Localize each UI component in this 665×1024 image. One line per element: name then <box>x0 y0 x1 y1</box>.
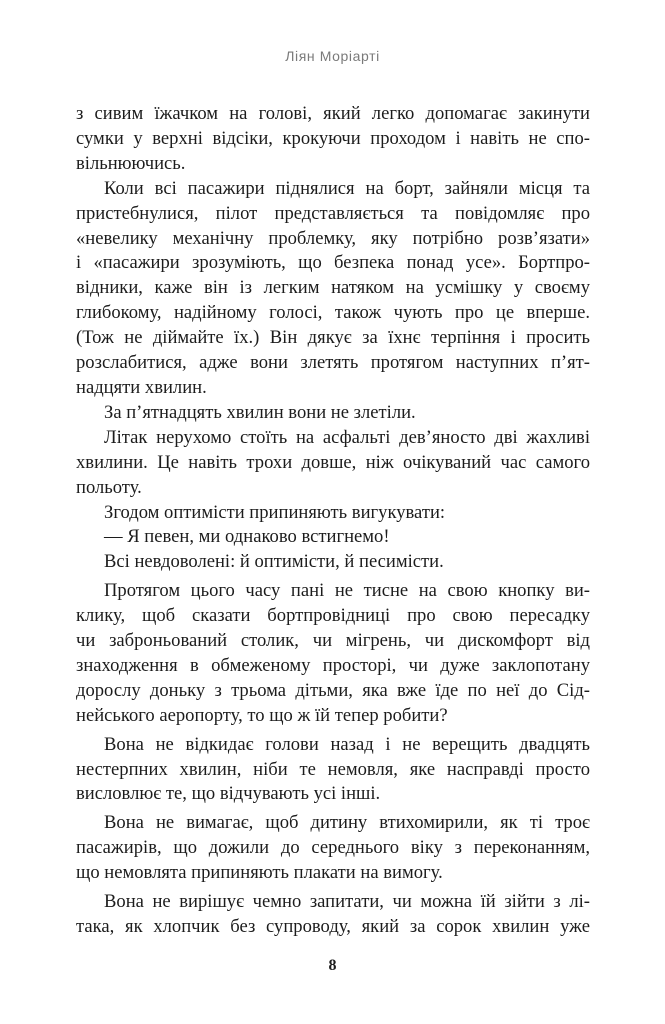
text-line: дорослу доньку з трьома дітьми, яка вже їде по неї до Сід- <box>76 679 590 701</box>
text-line: така, як хлопчик без супроводу, який за сорок хвилин уже <box>76 916 590 937</box>
paragraph <box>76 811 590 886</box>
text-line: що немовлята припиняють плакати на вимогу. <box>76 862 443 884</box>
text-line: і «пасажири зрозуміють, що безпека понад усе». Бортпро- <box>76 252 590 274</box>
text-line: — Я певен, ми однаково встигнемо! <box>104 526 390 548</box>
text-line: глибокому, надійному голосі, також чують про це вперше. <box>76 302 590 324</box>
text-line: За п’ятнадцять хвилин вони не злетіли. <box>104 401 416 423</box>
paragraph <box>76 401 590 426</box>
text-line: (Тож не діймайте їх.) Він дякує за їхнє терпіння і просить <box>76 327 590 349</box>
text-line: клику, щоб сказати бортпровідниці про свою пересадку <box>76 605 590 627</box>
text-line: сумки у верхні відсіки, крокуючи проходом і навіть не спо- <box>76 127 590 149</box>
paragraph <box>76 177 590 401</box>
page-number: 8 <box>328 957 337 974</box>
paragraph <box>76 102 590 177</box>
text-line: Всі невдоволені: й оптимісти, й песимісти. <box>104 551 444 573</box>
text-line: Згодом оптимісти припиняють вигукувати: <box>104 501 446 523</box>
text-line: хвилини. Це навіть трохи довше, ніж очікуваний час самого <box>76 451 590 473</box>
text-line: чи заброньований столик, чи мігрень, чи дискомфорт від <box>76 630 590 652</box>
body-text <box>76 102 590 940</box>
text-line: вільнюючись. <box>76 152 186 174</box>
paragraph <box>76 579 590 728</box>
paragraph <box>76 733 590 808</box>
text-line: знаходження в обмеженому просторі, чи дуже заклопотану <box>76 654 590 676</box>
text-line: надцяти хвилин. <box>76 376 207 398</box>
text-line: польоту. <box>76 476 142 498</box>
text-line: «невелику механічну проблемку, яку потрібно розв’язати» <box>76 227 590 249</box>
text-line: розслабитися, адже вони злетять протягом наступних п’ят- <box>76 352 590 374</box>
paragraph <box>76 426 590 501</box>
text-line: Коли всі пасажири піднялися на борт, зайняли місця та <box>104 177 590 199</box>
text-line: відники, каже він із легким натяком на усмішку у своєму <box>76 277 590 299</box>
text-line: Вона не вирішує чемно запитати, чи можна їй зійти з лі- <box>104 891 590 913</box>
text-line: пристебнулися, пілот представляється та повідомляє про <box>76 202 590 224</box>
text-line: нейського аеропорту, то що ж їй тепер робити? <box>76 704 448 726</box>
text-line: Вона не вимагає, щоб дитину втихомирили, як ті троє <box>104 812 590 834</box>
text-line: Літак нерухомо стоїть на асфальті дев’яносто дві жахливі <box>104 426 590 448</box>
text-line: Вона не відкидає голови назад і не верещить двадцять <box>104 733 590 755</box>
dialogue-paragraph <box>76 525 590 550</box>
paragraph <box>76 550 590 575</box>
paragraph <box>76 890 590 940</box>
text-line: Протягом цього часу пані не тисне на свою кнопку ви- <box>104 580 590 602</box>
text-line: пасажирів, що дожили до середнього віку з переконанням, <box>76 837 590 859</box>
text-line: нестерпних хвилин, ніби те немовля, яке насправді просто <box>76 758 590 780</box>
paragraph <box>76 501 590 526</box>
running-header-author: Ліян Моріарті <box>285 48 380 64</box>
text-line: з сивим їжачком на голові, який легко допомагає закинути <box>76 103 590 124</box>
text-line: висловлює те, що відчувають усі інші. <box>76 783 381 805</box>
